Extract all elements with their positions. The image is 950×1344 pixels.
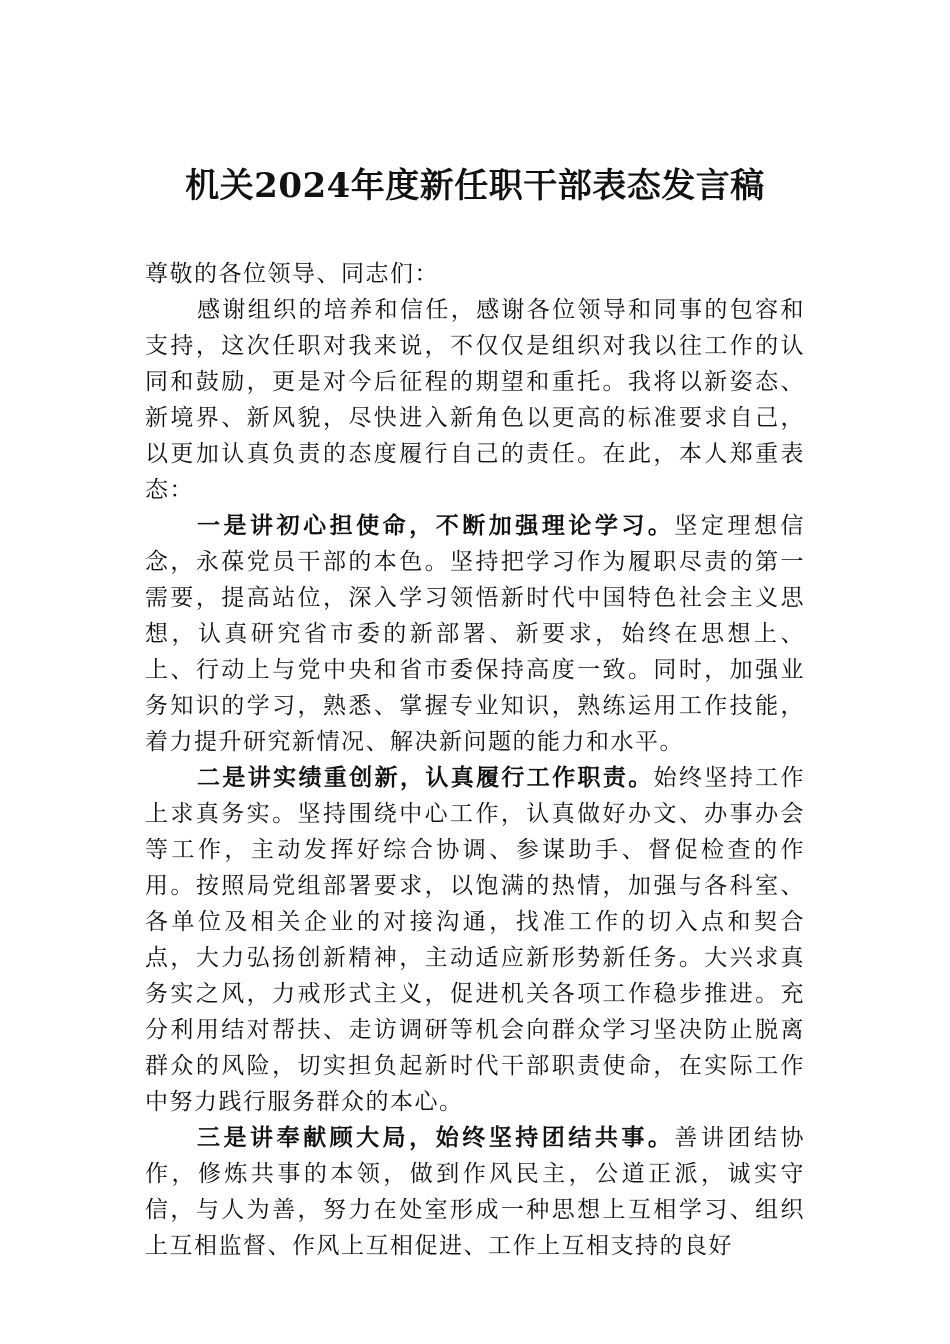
paragraph-text: 始终坚持工作上求真务实。坚持围绕中心工作，认真做好办文、办事办会等工作，主动发挥好综合协调、参谋助手、督促检查的作用。按照局党组部署要求，以饱满的热情，加强与各科室、各单位及相关企业的对接沟通，找准工作的切入点和契合点，大力弘扬创新精神，主动适应新形势新任务。大兴求真务实之风，力戒形式主义，促进机关各项工作稳步推进。充分利用结对帮扶、走访调研等机会向群众学习坚决防止脱离群众的风险，切实担负起新时代干部职责使命，在实际工作中努力践行服务群众的本心。	[145, 765, 806, 1115]
paragraph-text: 坚定理想信念，永葆党员干部的本色。坚持把学习作为履职尽责的第一需要，提高站位，深入学习领悟新时代中国特色社会主义思想，认真研究省市委的新部署、新要求，始终在思想上、上、行动上与党中央和省市委保持高度一致。同时，加强业务知识的学习，熟悉、掌握专业知识，熟练运用工作技能，着力提升研究新情况、解决新问题的能力和水平。	[145, 513, 806, 755]
paragraph-intro	[145, 292, 805, 508]
paragraph-point-1	[145, 508, 805, 760]
greeting: 尊敬的各位领导、同志们：	[145, 261, 439, 287]
paragraph-text: 善讲团结协作，修炼共事的本领，做到作风民主，公道正派，诚实守信，与人为善，努力在处室形成一种思想上互相学习、组织上互相监督、作风上互相促进、工作上互相支持的良好	[145, 1125, 806, 1259]
paragraph-lead: 三是讲奉献顾大局，始终坚持团结共事。	[197, 1124, 675, 1151]
paragraph-lead: 一是讲初心担使命，不断加强理论学习。	[197, 512, 675, 539]
paragraph-text: 感谢组织的培养和信任，感谢各位领导和同事的包容和支持，这次任职对我来说，不仅仅是组织对我以往工作的认同和鼓励，更是对今后征程的期望和重托。我将以新姿态、新境界、新风貌，尽快进入新角色以更高的标准要求自己，以更加认真负责的态度履行自己的责任。在此，本人郑重表态：	[145, 297, 805, 503]
paragraph-point-2	[145, 760, 805, 1120]
paragraph-point-3	[145, 1120, 805, 1264]
paragraph-lead: 二是讲实绩重创新，认真履行工作职责。	[197, 764, 654, 791]
document-title: 机关2024年度新任职干部表态发言稿	[185, 166, 765, 206]
document-body	[145, 256, 805, 1264]
